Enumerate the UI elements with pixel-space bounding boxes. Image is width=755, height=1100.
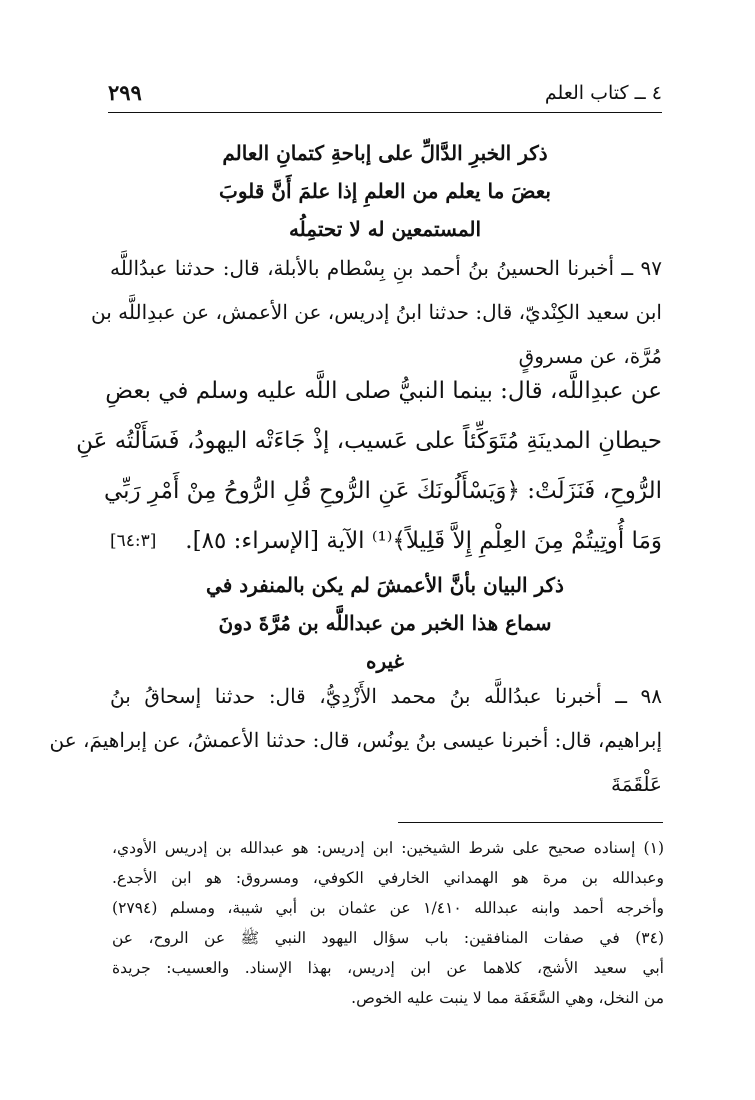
section-heading-2 bbox=[110, 566, 660, 680]
text-line: ٩٨ ــ أخبرنا عبدُاللَّه بنُ محمد الأَزْدِيُّ، قال: حدثنا إسحاقُ بنُ bbox=[110, 684, 662, 708]
heading-line: ذكر البيان بأنَّ الأعمشَ لم يكن بالمنفرد في bbox=[206, 573, 564, 597]
text-line: عَلْقَمَةَ bbox=[611, 772, 662, 796]
footnote-separator bbox=[398, 822, 663, 823]
footnote-line: وعبدالله بن مرة هو الهمداني الخارفي الكوفي، ومسروق: هو ابن الأجدع. bbox=[112, 869, 664, 887]
section-heading-1 bbox=[110, 134, 660, 248]
footnote-line: أبي سعيد الأشج، كلاهما عن ابن إدريس، بهذا الإسناد. والعسيب: جريدة bbox=[112, 959, 664, 977]
footnote-line: (١) إسناده صحيح على شرط الشيخين: ابن إدريس: هو عبدالله بن إدريس الأودي، bbox=[112, 839, 664, 857]
matn-final-text: وَمَا أُوتِيتُمْ مِنَ العِلْمِ إِلاَّ قَلِيلاً﴾⁽¹⁾ الآية [الإسراء: ٨٥]. bbox=[185, 528, 662, 554]
text-line: ابن سعيد الكِنْديّ، قال: حدثنا ابنُ إدريس، عن الأعمش، عن عبدِاللَّه بن bbox=[90, 300, 662, 324]
hadith-97-matn bbox=[76, 366, 662, 566]
footnote-line: وأخرجه أحمد وابنه عبدالله ١/٤١٠ عن عثمان بن أبي شيبة، ومسلم (٢٧٩٤) bbox=[112, 899, 664, 917]
text-line: عن عبدِاللَّه، قال: بينما النبيُّ صلى اللَّه عليه وسلم في بعضِ bbox=[105, 378, 662, 404]
heading-line: بعضَ ما يعلم من العلمِ إذا علمَ أَنَّ قلوبَ bbox=[218, 179, 551, 203]
running-header bbox=[108, 78, 662, 113]
footnote-line: (٣٤) في صفات المنافقين: باب سؤال اليهود النبي ﷺ عن الروح، عن bbox=[112, 929, 664, 947]
heading-line: المستمعين له لا تحتمِلُه bbox=[288, 217, 482, 241]
hadith-98-isnad bbox=[49, 674, 662, 806]
volume-reference: [٦٤:٣] bbox=[110, 531, 157, 551]
heading-line: ذكر الخبرِ الدَّالِّ على إباحةِ كتمانِ العالم bbox=[222, 141, 548, 165]
page-number: ٢٩٩ bbox=[108, 80, 142, 105]
heading-line: سماع هذا الخبر من عبداللَّه بن مُرَّةَ دونَ bbox=[218, 611, 552, 635]
text-line: حيطانِ المدينَةِ مُتَوَكِّئاً على عَسيب، إذْ جَاءَتْه اليهودُ، فَسَأَلْتُه عَنِ bbox=[76, 428, 662, 454]
text-line: مُرَّة، عن مسروقٍ bbox=[518, 344, 662, 368]
text-line bbox=[110, 516, 662, 566]
text-line: الرُّوحِ، فَنَزَلَتْ: ﴿وَيَسْأَلُونَكَ عَنِ الرُّوحِ قُلِ الرُّوحُ مِنْ أَمْرِ رَبِّي bbox=[103, 478, 662, 504]
hadith-97-isnad bbox=[90, 246, 662, 378]
footnote bbox=[112, 833, 664, 1013]
chapter-title: ٤ ــ كتاب العلم bbox=[544, 82, 662, 104]
text-line: إبراهيم، قال: أخبرنا عيسى بنُ يونُس، قال: حدثنا الأعمشُ، عن إبراهيمَ، عن bbox=[49, 728, 662, 752]
text-line: ٩٧ ــ أخبرنا الحسينُ بنُ أحمد بنِ بِسْطام بالأبلة، قال: حدثنا عبدُاللَّه bbox=[110, 256, 662, 280]
footnote-line: من النخل، وهي السَّعَفَة مما لا ينبت عليه الخوص. bbox=[351, 989, 664, 1007]
heading-line: غيره bbox=[365, 649, 404, 673]
